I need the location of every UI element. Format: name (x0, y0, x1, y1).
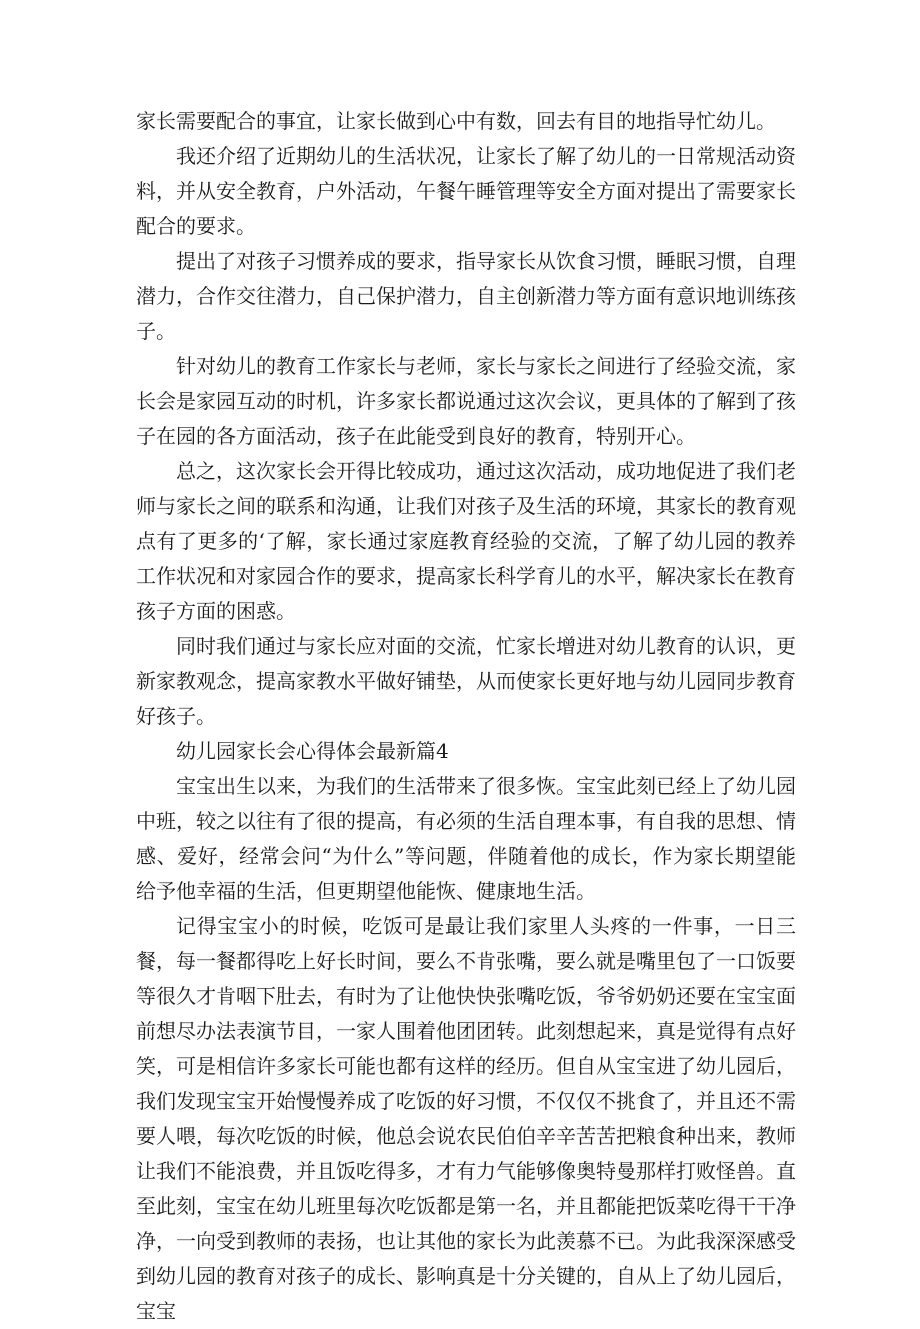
paragraph-continuation: 家长需要配合的事宜，让家长做到心中有数，回去有目的地指导忙幼儿。 (136, 109, 776, 133)
document-body (136, 104, 796, 1329)
paragraph: 针对幼儿的教育工作家长与老师，家长与家长之间进行了经验交流，家长会是家园互动的时机，许多家长都说通过这次会议，更具体的了解到了孩子在园的各方面活动，孩子在此能受到良好的教育，特别开心。 (136, 354, 796, 448)
paragraph: 提出了对孩子习惯养成的要求，指导家长从饮食习惯，睡眠习惯，自理潜力，合作交往潜力，自己保护潜力，自主创新潜力等方面有意识地训练孩子。 (136, 249, 796, 343)
paragraph: 我还介绍了近期幼儿的生活状况，让家长了解了幼儿的一日常规活动资料，并从安全教育，户外活动，午餐午睡管理等安全方面对提出了需要家长配合的要求。 (136, 144, 796, 238)
section-title: 幼儿园家长会心得体会最新篇4 (176, 739, 449, 763)
paragraph: 同时我们通过与家长应对面的交流，忙家长增进对幼儿教育的认识，更新家教观念，提高家教水平做好铺垫，从而使家长更好地与幼儿园同步教育好孩子。 (136, 634, 796, 728)
paragraph: 记得宝宝小的时候，吃饭可是最让我们家里人头疼的一件事，一日三餐，每一餐都得吃上好长时间，要么不肯张嘴，要么就是嘴里包了一口饭要等很久才肯咽下肚去，有时为了让他快快张嘴吃饭，爷爷奶奶还要在宝宝面前想尽办法表演节目，一家人围着他团团转。此刻想起来，真是觉得有点好笑，可是相信许多家长可能也都有这样的经历。但自从宝宝进了幼儿园后，我们发现宝宝开始慢慢养成了吃饭的好习惯，不仅仅不挑食了，并且还不需要人喂，每次吃饭的时候，他总会说农民伯伯辛辛苦苦把粮食种出来，教师让我们不能浪费，并且饭吃得多，才有力气能够像奥特曼那样打败怪兽。直至此刻，宝宝在幼儿班里每次吃饭都是第一名，并且都能把饭菜吃得干干净净，一向受到教师的表扬，也让其他的家长为此羡慕不已。为此我深深感受到幼儿园的教育对孩子的成长、影响真是十分关键的，自从上了幼儿园后，宝宝 (136, 914, 796, 1323)
paragraph: 总之，这次家长会开得比较成功，通过这次活动，成功地促进了我们老师与家长之间的联系和沟通，让我们对孩子及生活的环境，其家长的教育观点有了更多的‘了解，家长通过家庭教育经验的交流，了解了幼儿园的教养工作状况和对家园合作的要求，提高家长科学育儿的水平，解决家长在教育孩子方面的困惑。 (136, 459, 796, 623)
paragraph: 宝宝出生以来，为我们的生活带来了很多恢。宝宝此刻已经上了幼儿园中班，较之以往有了很的提高，有必须的生活自理本事，有自我的思想、情感、爱好，经常会问“为什么”等问题，伴随着他的成长，作为家长期望能给予他幸福的生活，但更期望他能恢、健康地生活。 (136, 774, 796, 903)
